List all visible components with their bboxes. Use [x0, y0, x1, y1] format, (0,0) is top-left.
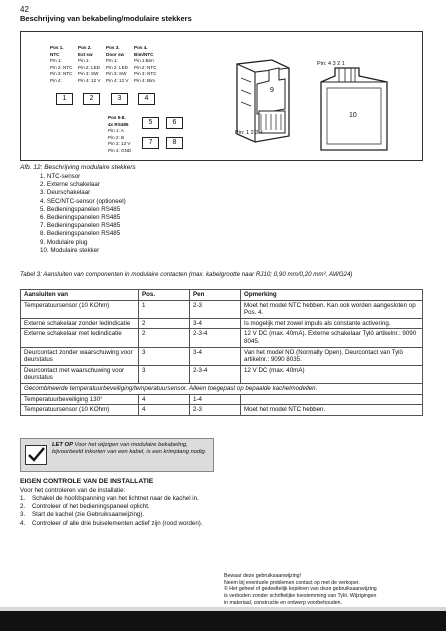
pin-column-4: [134, 45, 156, 85]
table-cell: 3-4: [190, 347, 241, 365]
port-7: 7: [142, 137, 159, 149]
table-cell: 2-3-4: [190, 365, 241, 383]
table-cell: Externe schakelaar met ledindicatie: [21, 329, 139, 347]
pin-line: Pin 3: NTC: [50, 71, 73, 77]
table-row: [21, 405, 423, 416]
port-2: 2: [83, 93, 100, 105]
table-cell: 2-3-4: [190, 329, 241, 347]
pin-line: Pin 3: NTC: [134, 71, 157, 77]
step-text: Controleer of het bedieningspaneel oplicht.: [32, 503, 150, 511]
pin-line: Pin 2: LED: [106, 64, 128, 70]
list-item: 7. Bedieningspanelen RS485: [40, 222, 121, 230]
table-cell: Deurcontact zonder waarschuwing voor deurstatus: [21, 347, 139, 365]
pin-line: Pin 1:Bim: [134, 58, 154, 64]
table-row: [21, 300, 423, 318]
pin-line: Pin 1: A: [108, 128, 124, 134]
figure-caption: Afb. 12: Beschrijving modulaire stekkers: [20, 164, 136, 171]
table-cell: Moet het model NTC hebben.: [241, 405, 423, 416]
pin-column-header: Pos 1.: [50, 45, 64, 50]
pin-line: Pin 4: Bim: [134, 77, 155, 83]
table-cell: 3: [139, 365, 190, 383]
modular-plug-9-drawing: [227, 54, 302, 154]
table-row: [21, 394, 423, 405]
step-number: 4.: [20, 519, 26, 527]
pin-line: Pin 2: NTC: [50, 64, 73, 70]
connections-table: [20, 289, 423, 416]
pin-column-header: Bim/NTC: [134, 51, 154, 57]
table-row: [21, 365, 423, 383]
step-number: 2.: [20, 503, 26, 511]
list-item: 6. Bedieningspanelen RS485: [40, 214, 121, 222]
list-item: [20, 520, 203, 528]
table-row: [21, 347, 423, 365]
table-cell: 12 V DC (max. 40mA). Externe schakelaar Tylö artikelnr.: 9090 8045.: [241, 329, 423, 347]
pin-line: Pin 3: SW: [106, 71, 127, 77]
caution-lead: LET OP: [52, 442, 73, 448]
modular-connector-10-drawing: [313, 64, 398, 156]
table-cell: 4: [139, 394, 190, 405]
table-cell: 2: [139, 329, 190, 347]
section-title: Beschrijving van bekabeling/modulaire stekkers: [20, 14, 192, 23]
page-number: 42: [20, 5, 29, 14]
pin-column-1: [50, 45, 72, 85]
caution-text: [52, 442, 210, 456]
column-header: Opmerking: [241, 290, 423, 301]
port-5: 5: [142, 117, 159, 129]
table-cell: 3-4: [190, 318, 241, 329]
table-cell: 1: [139, 300, 190, 318]
list-item: 4. SEC/NTC-sensor (optioneel): [40, 197, 126, 205]
port-6: 6: [166, 117, 183, 129]
pin-line: Pin 4:: [50, 77, 62, 83]
connector-10-pin-order: Pin: 4 3 2 1: [317, 61, 345, 67]
pin-line: Pin 1:: [78, 58, 90, 64]
footer-bar: [0, 611, 446, 631]
pin-column-header: Pos 3.: [106, 45, 120, 50]
plug-9-label: 9: [270, 87, 274, 94]
step-text: Schakel de hoofdspanning van het lichtnet naar de kachel in.: [32, 495, 199, 502]
pin-line: Pin 4: 12 V: [78, 77, 101, 83]
table-cell: Is mogelijk met zowel impuls als constante activering.: [241, 318, 423, 329]
pin-line: Pin 1:: [50, 58, 62, 64]
pin-line: Pin 2: NTC: [134, 64, 157, 70]
table-cell: 2-3: [190, 300, 241, 318]
list-item: [20, 511, 203, 519]
table-cell: Moet het model NTC hebben. Kan ook worden aangesloten op Pos. 4.: [241, 300, 423, 318]
list-item: 2. Externe schakelaar: [40, 181, 100, 189]
pin-column-2: [78, 45, 100, 85]
list-item: 10. Modulaire stekker: [40, 246, 100, 254]
list-item: [20, 503, 203, 511]
pin-column-header: Pos 4.: [134, 45, 148, 50]
table-span-row: [21, 383, 423, 394]
disclaimer-line: is verboden zonder schriftelijke toestemming van Tylö. Wijzigingen: [224, 593, 377, 600]
plug-9-pin-order: Pin: 1 2 3 4: [235, 130, 263, 136]
table-header-row: [21, 290, 423, 301]
checkmark-icon: [25, 445, 47, 465]
wiring-figure: [20, 31, 423, 161]
table-cell: Temperatuursensor (10 KOhm): [21, 405, 139, 416]
pin-line: Pin 4: GND: [108, 147, 132, 153]
step-text: Controleer of alle drie buiselementen actief zijn (rood worden).: [32, 519, 203, 527]
port-4: 4: [138, 93, 155, 105]
pin-column-header: NTC: [50, 51, 60, 57]
table-cell: 3: [139, 347, 190, 365]
column-header: Pen: [190, 290, 241, 301]
table-row: [21, 318, 423, 329]
step-number: 1.: [20, 495, 26, 502]
pin-line: Pin 4: 12 V: [106, 77, 129, 83]
pin-line: Pin 2: LED: [78, 64, 100, 70]
pin-column-header: Pos 2.: [78, 45, 92, 50]
port-1: 1: [56, 93, 73, 105]
table-cell: [241, 394, 423, 405]
caution-note: [20, 438, 214, 472]
list-item: 1. NTC-sensor: [40, 173, 81, 180]
caution-body: Voor het wijzigen van modulaire bekabeling, bijvoorbeeld inkorten van een kabel, is een krimptang nodig.: [52, 442, 207, 456]
column-header: Aansluiten van: [21, 290, 139, 301]
step-text: Start de kachel (zie Gebruiksaanwijzing).: [32, 511, 145, 519]
pin-line: Pin 2: B: [108, 134, 125, 140]
table-cell: 12 V DC (max. 40mA): [241, 365, 423, 383]
disclaimer-line: in materiaal, constructie en ontwerp voorbehouden.: [224, 599, 342, 606]
table-cell: 4: [139, 405, 190, 416]
pin-line: Pin 3: SW: [78, 71, 99, 77]
column-header: Pos.: [139, 290, 190, 301]
disclaimer-line: Bewaar deze gebruiksaanwijzing!: [224, 573, 301, 579]
connector-10-label: 10: [349, 112, 357, 119]
table-cell: Van het model NO (Normally Open). Deurcontact van Tylö artikelnr.: 9090 8035.: [241, 347, 423, 365]
table-cell: Deurcontact met waarschuwing voor deurstatus: [21, 365, 139, 383]
list-item: 3. Deurschakelaar: [40, 189, 91, 197]
pin-column-header: Ext sw: [78, 51, 93, 57]
table-cell: 1-4: [190, 394, 241, 405]
table-cell: Temperatuursensor (10 KOhm): [21, 300, 139, 318]
pin-column-header: Pos 5-8.: [108, 115, 126, 120]
pin-column-3: [106, 45, 128, 85]
disclaimer-line: © Het geheel of gedeeltelijk kopiëren van deze gebruiksaanwijzing: [224, 586, 377, 593]
list-item: 5. Bedieningspanelen RS485: [40, 205, 121, 213]
table-row: [21, 329, 423, 347]
list-item: [20, 495, 203, 503]
table-caption: Tabel 3: Aansluiten van componenten in modulaire contacten (max. kabelgrootte naar RJ10; 0,90 mm/0,20 mm², AWG24): [20, 271, 353, 278]
pin-column-header: Door sw: [106, 51, 125, 57]
table-cell: Temperatuurbeveiliging 130°: [21, 394, 139, 405]
disclaimer-line: Neem bij eventuele problemen contact op met de verkoper.: [224, 579, 360, 586]
figure-legend-list: [40, 173, 126, 255]
pin-column-header: 4x RS485: [108, 121, 129, 127]
table-cell: 2-3: [190, 405, 241, 416]
step-number: 3.: [20, 511, 26, 519]
list-item: 8. Bedieningspanelen RS485: [40, 230, 121, 238]
port-3: 3: [111, 93, 128, 105]
self-check-intro: Voor het controleren van de installatie:: [20, 487, 126, 494]
self-check-title: EIGEN CONTROLE VAN DE INSTALLATIE: [20, 478, 154, 485]
table-cell: Externe schakelaar zonder ledindicatie: [21, 318, 139, 329]
self-check-steps: [20, 495, 203, 528]
port-8: 8: [166, 137, 183, 149]
pin-line: Pin 1:: [106, 58, 118, 64]
table-cell: 2: [139, 318, 190, 329]
list-item: 9. Modulaire plug: [40, 238, 88, 246]
table-cell: Gecombineerde temperatuurbeveiliging/temperatuursensor. Alleen toegepast op bepaalde kachelmodellen.: [21, 383, 423, 394]
disclaimer: [224, 573, 434, 607]
pin-line: Pin 3: 12 V: [108, 141, 131, 147]
pin-column-5-8: [108, 115, 131, 155]
